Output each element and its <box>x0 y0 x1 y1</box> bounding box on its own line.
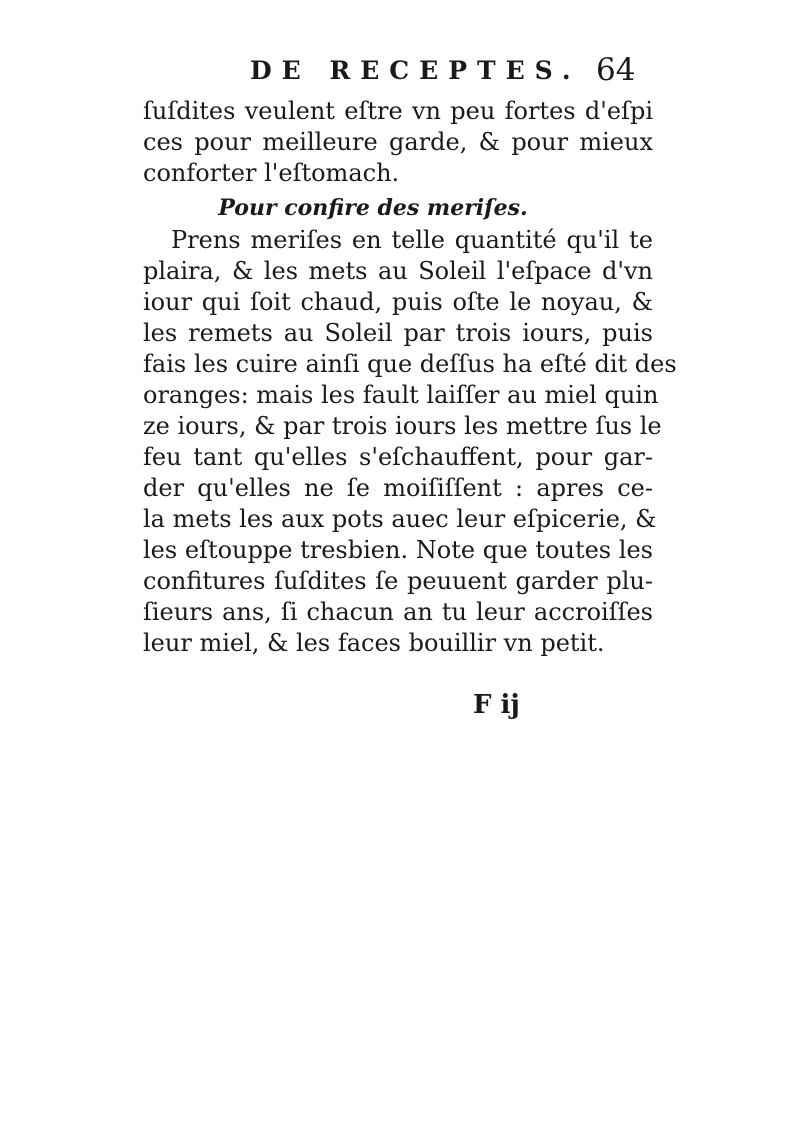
section-heading: Pour confire des meriſes. <box>218 195 528 221</box>
text-line: les remets au Soleil par trois iours, puis <box>143 319 653 347</box>
text-line: ze iours, & par trois iours les mettre ſus le <box>143 412 662 440</box>
running-title: DE RECEPTES. <box>250 56 581 85</box>
body-text <box>143 96 677 659</box>
text-line: Prens meriſes en telle quantité qu'il te <box>171 226 653 254</box>
text-line: feu tant qu'elles s'eſchauffent, pour gar- <box>143 443 653 471</box>
text-line: oranges: mais les fault laiſſer au miel quin <box>143 381 659 409</box>
text-line: iour qui ſoit chaud, puis oſte le noyau, & <box>143 288 653 316</box>
text-line: fais les cuire ainſi que deſſus ha eſté dit des <box>143 350 677 378</box>
page-number: 64 <box>596 52 636 88</box>
text-line: ces pour meilleure garde, & pour mieux <box>143 128 653 156</box>
text-line: der qu'elles ne ſe moiſiſſent : apres ce- <box>143 474 653 502</box>
text-line: les eſtouppe tresbien. Note que toutes les <box>143 536 653 564</box>
text-line: conforter l'eſtomach. <box>143 159 400 187</box>
text-line: la mets les aux pots auec leur eſpicerie, & <box>143 505 657 533</box>
text-line: ſuſdites veulent eſtre vn peu fortes d'eſpi <box>143 97 653 125</box>
text-line: confitures ſuſdites ſe peuuent garder plu- <box>143 567 653 595</box>
text-line: leur miel, & les faces bouillir vn petit. <box>143 629 605 657</box>
text-line: ſieurs ans, ſi chacun an tu leur accroiſſes <box>143 598 653 626</box>
signature-mark: F ij <box>473 690 520 720</box>
text-line: plaira, & les mets au Soleil l'eſpace d'vn <box>143 257 653 285</box>
